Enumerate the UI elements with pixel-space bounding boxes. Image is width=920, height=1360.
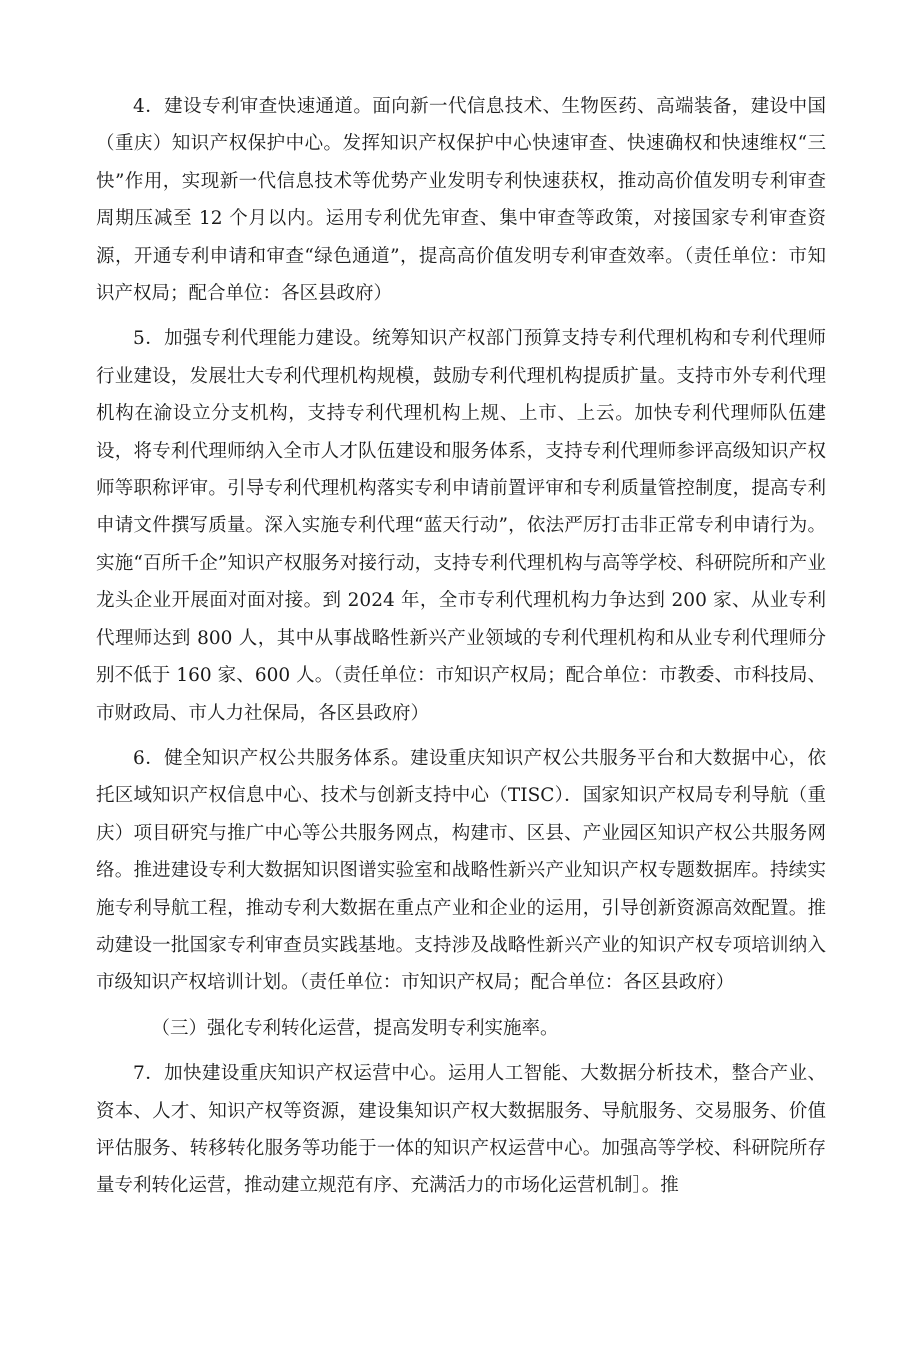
paragraph-7: 7．加快建设重庆知识产权运营中心。运用人工智能、大数据分析技术，整合产业、资本、人才、知识产权等资源，建设集知识产权大数据服务、导航服务、交易服务、价值评估服务、转移转化服务等功能于一体的知识产权运营中心。加强高等学校、科研院所存量专利转化运营，推动建立规范有序、充满活力的市场化运营机制］。推 (96, 1063, 826, 1197)
paragraph-6: 6．健全知识产权公共服务体系。建设重庆知识产权公共服务平台和大数据中心，依托区域知识产权信息中心、技术与创新支持中心（TISC）．国家知识产权局专利导航（重庆）项目研究与推广中心等公共服务网点，构建市、区县、产业园区知识产权公共服务网络。推进建设专利大数据知识图谱实验室和战略性新兴产业知识产权专题数据库。持续实施专利导航工程，推动专利大数据在重点产业和企业的运用，引导创新资源高效配置。推动建设一批国家专利审查员实践基地。支持涉及战略性新兴产业的知识产权专项培训纳入市级知识产权培训计划。（责任单位：市知识产权局；配合单位：各区县政府） (96, 747, 826, 994)
section-heading: （三）强化专利转化运营，提高发明专利实施率。 (151, 1017, 559, 1039)
paragraph-5: 5．加强专利代理能力建设。统筹知识产权部门预算支持专利代理机构和专利代理师行业建设，发展壮大专利代理机构规模，鼓励专利代理机构提质扩量。支持市外专利代理机构在渝设立分支机构，支持专利代理机构上规、上市、上云。加快专利代理师队伍建设，将专利代理师纳入全市人才队伍建设和服务体系，支持专利代理师参评高级知识产权师等职称评审。引导专利代理机构落实专利申请前置评审和专利质量管控制度，提高专利申请文件撰写质量。深入实施专利代理“蓝天行动”，依法严厉打击非正常专利申请行为。实施“百所千企”知识产权服务对接行动，支持专利代理机构与高等学校、科研院所和产业龙头企业开展面对面对接。到 2024 年，全市专利代理机构力争达到 200 家、从业专利代理师达到 800 人，其中从事战略性新兴产业领域的专利代理机构和从业专利代理师分别不低于 160 家、600 人。（责任单位：市知识产权局；配合单位：市教委、市科技局、市财政局、市人力社保局，各区县政府） (96, 328, 826, 724)
paragraph-4: 4．建设专利审查快速通道。面向新一代信息技术、生物医药、高端装备，建设中国（重庆）知识产权保护中心。发挥知识产权保护中心快速审查、快速确权和快速维权“三快”作用，实现新一代信息技术等优势产业发明专利快速获权，推动高价值发明专利审查周期压减至 12 个月以内。运用专利优先审查、集中审查等政策，对接国家专利审查资源，开通专利申请和审查“绿色通道”，提高高价值发明专利审查效率。（责任单位：市知识产权局；配合单位：各区县政府） (96, 96, 826, 305)
